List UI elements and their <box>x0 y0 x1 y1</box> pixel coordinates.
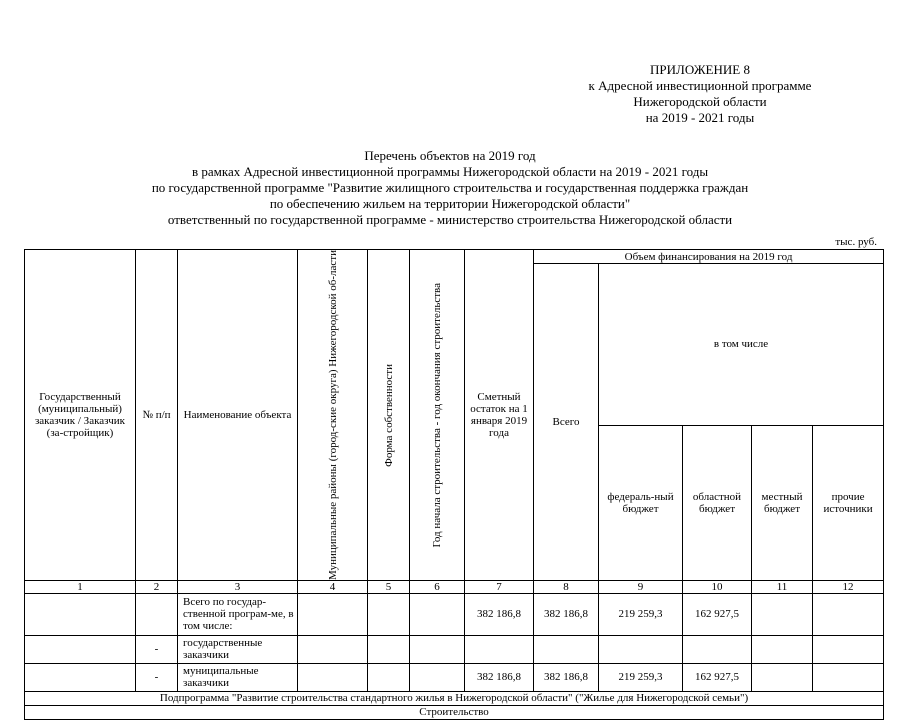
cell-object-name: государственные заказчики <box>178 635 298 663</box>
col-number: 2 <box>136 580 178 593</box>
col-number: 10 <box>683 580 752 593</box>
header-federal: федераль-ный бюджет <box>599 425 683 580</box>
cell-estimate: 382 186,8 <box>465 663 534 691</box>
header-total: Всего <box>534 264 599 581</box>
title-line: Перечень объектов на 2019 год <box>364 148 536 163</box>
title-line: по обеспечению жильем на территории Нижегородской области" <box>269 196 631 211</box>
cell-district <box>298 593 368 635</box>
cell-customer <box>25 593 136 635</box>
header-estimate: Сметный остаток на 1 января 2019 года <box>465 250 534 581</box>
appendix-header <box>560 62 840 126</box>
subprogram-row <box>25 691 884 705</box>
cell-ownership <box>368 593 410 635</box>
col-number: 3 <box>178 580 298 593</box>
appendix-line: к Адресной инвестиционной программе <box>588 78 812 93</box>
header-customer: Государственный (муниципальный) заказчик / Заказчик (за-стройщик) <box>25 250 136 581</box>
cell-federal: 219 259,3 <box>599 593 683 635</box>
cell-estimate: 382 186,8 <box>465 593 534 635</box>
col-number: 11 <box>752 580 813 593</box>
cell-district <box>298 663 368 691</box>
table-row <box>25 663 884 691</box>
col-number: 6 <box>410 580 465 593</box>
cell-num: - <box>136 663 178 691</box>
appendix-number: ПРИЛОЖЕНИЕ 8 <box>650 62 750 77</box>
header-num: № п/п <box>136 250 178 581</box>
cell-regional: 162 927,5 <box>683 593 752 635</box>
header-object-name: Наименование объекта <box>178 250 298 581</box>
title-line: ответственный по государственной программе - министерство строительства Нижегородской области <box>167 212 733 227</box>
appendix-line: Нижегородской области <box>633 94 767 109</box>
title-line: по государственной программе "Развитие жилищного строительства и государственная поддержка граждан <box>151 180 749 195</box>
col-number: 4 <box>298 580 368 593</box>
cell-local <box>752 593 813 635</box>
cell-regional: 162 927,5 <box>683 663 752 691</box>
cell-years <box>410 663 465 691</box>
cell-num <box>136 593 178 635</box>
appendix-line: на 2019 - 2021 годы <box>645 110 755 125</box>
col-number: 1 <box>25 580 136 593</box>
cell-total: 382 186,8 <box>534 663 599 691</box>
table-row <box>25 593 884 635</box>
cell-customer <box>25 663 136 691</box>
subprogram-title: Подпрограмма "Развитие строительства стандартного жилья в Нижегородской области" ("Жилье для Нижегородской семьи") <box>25 691 884 705</box>
col-number: 8 <box>534 580 599 593</box>
cell-object-name: муниципальные заказчики <box>178 663 298 691</box>
header-including: в том числе <box>599 264 884 426</box>
header-years <box>410 250 465 581</box>
col-number: 7 <box>465 580 534 593</box>
col-number: 9 <box>599 580 683 593</box>
cell-federal: 219 259,3 <box>599 663 683 691</box>
cell-local <box>752 663 813 691</box>
header-other: прочие источники <box>813 425 884 580</box>
cell-other <box>813 663 884 691</box>
header-years-text: Год начала строительства - год окончания строительства <box>431 282 443 548</box>
cell-num: - <box>136 635 178 663</box>
header-row <box>25 250 884 264</box>
header-district-text: Муниципальные районы (город-ские округа) Нижегородской об-ласти <box>326 250 339 580</box>
units-label: тыс. руб. <box>835 236 877 248</box>
section-row <box>25 705 884 719</box>
cell-other <box>813 593 884 635</box>
cell-total: 382 186,8 <box>534 593 599 635</box>
col-number: 12 <box>813 580 884 593</box>
header-regional: областной бюджет <box>683 425 752 580</box>
header-ownership <box>368 250 410 581</box>
objects-table <box>24 249 884 720</box>
column-numbers-row <box>25 580 884 593</box>
header-local: местный бюджет <box>752 425 813 580</box>
section-title: Строительство <box>25 705 884 719</box>
cell-years <box>410 593 465 635</box>
cell-object-name: Всего по государ-ственной програм-ме, в том числе: <box>178 593 298 635</box>
header-funding-group: Объем финансирования на 2019 год <box>534 250 884 264</box>
title-line: в рамках Адресной инвестиционной программы Нижегородской области на 2019 - 2021 годы <box>191 164 709 179</box>
col-number: 5 <box>368 580 410 593</box>
header-ownership-text: Форма собственности <box>382 363 395 467</box>
cell-ownership <box>368 663 410 691</box>
header-district <box>298 250 368 581</box>
document-title <box>40 148 860 228</box>
